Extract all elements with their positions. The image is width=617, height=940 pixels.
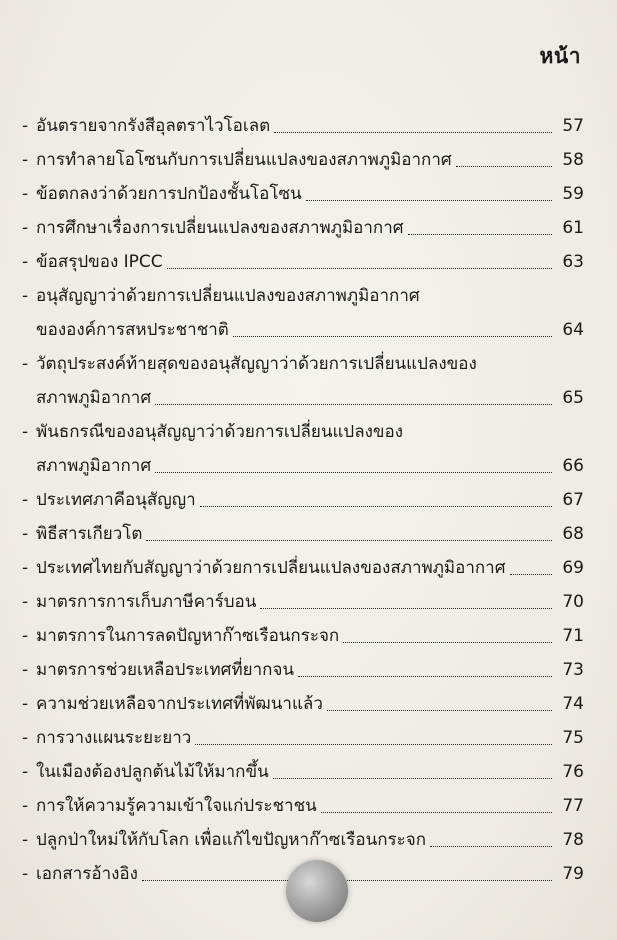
toc-entry-title: มาตรการช่วยเหลือประเทศที่ยากจน bbox=[36, 660, 295, 680]
toc-entry-title: ปลูกป่าใหม่ให้กับโลก เพื่อแก้ไขปัญหาก๊าซเรือนกระจก bbox=[36, 830, 427, 850]
toc-entry bbox=[22, 103, 584, 137]
toc-entry-title: การให้ความรู้ความเข้าใจแก่ประชาชน bbox=[36, 796, 317, 816]
bullet-dash: - bbox=[22, 286, 29, 306]
toc-page-number: 66 bbox=[562, 456, 584, 476]
toc-page-number: 75 bbox=[562, 728, 584, 748]
toc-entry bbox=[22, 783, 584, 817]
toc-entry-title: เอกสารอ้างอิง bbox=[36, 864, 138, 884]
dotted-leader bbox=[167, 267, 552, 269]
toc-entry-title: พิธีสารเกียวโต bbox=[36, 524, 143, 544]
bullet-dash: - bbox=[22, 830, 29, 850]
dotted-leader bbox=[306, 199, 552, 201]
toc-entry bbox=[22, 817, 584, 851]
toc-page-number: 58 bbox=[562, 150, 584, 170]
toc-page-number: 71 bbox=[562, 626, 584, 646]
toc-entry-title: สภาพภูมิอากาศ bbox=[36, 456, 152, 476]
toc-entry-title: ประเทศภาคีอนุสัญญา bbox=[36, 490, 196, 510]
dotted-leader bbox=[298, 675, 552, 677]
dotted-leader bbox=[233, 335, 552, 337]
toc-entry-title: ข้อสรุปของ IPCC bbox=[36, 252, 163, 272]
toc-entry bbox=[22, 239, 584, 273]
toc-entry-title: อันตรายจากรังสีอุลตราไวโอเลต bbox=[36, 116, 271, 136]
dotted-leader bbox=[510, 573, 553, 575]
toc-entry bbox=[22, 681, 584, 715]
dotted-leader bbox=[343, 641, 552, 643]
dotted-leader bbox=[430, 845, 552, 847]
dotted-leader bbox=[142, 879, 552, 881]
bullet-dash: - bbox=[22, 524, 29, 544]
toc-entry-title: ข้อตกลงว่าด้วยการปกป้องชั้นโอโซน bbox=[36, 184, 302, 204]
bullet-dash: - bbox=[22, 592, 29, 612]
dotted-leader bbox=[146, 539, 552, 541]
toc-entry-title: ในเมืองต้องปลูกต้นไม้ให้มากขึ้น bbox=[36, 762, 269, 782]
toc-page-number: 70 bbox=[562, 592, 584, 612]
dotted-leader bbox=[274, 131, 552, 133]
toc-page-number: 68 bbox=[562, 524, 584, 544]
toc-entry bbox=[22, 409, 584, 477]
toc-page-number: 76 bbox=[562, 762, 584, 782]
toc-page-number: 59 bbox=[562, 184, 584, 204]
toc-entry-title: วัตถุประสงค์ท้ายสุดของอนุสัญญาว่าด้วยการเปลี่ยนแปลงของ bbox=[36, 354, 477, 374]
bullet-dash: - bbox=[22, 558, 29, 578]
toc-entry bbox=[22, 613, 584, 647]
dotted-leader bbox=[155, 471, 552, 473]
toc-entry bbox=[22, 205, 584, 239]
dotted-leader bbox=[260, 607, 552, 609]
bullet-dash: - bbox=[22, 252, 29, 272]
page-column-header: หน้า bbox=[539, 44, 581, 68]
toc-entry bbox=[22, 477, 584, 511]
toc-entry-title: การศึกษาเรื่องการเปลี่ยนแปลงของสภาพภูมิอากาศ bbox=[36, 218, 404, 238]
toc-page-number: 64 bbox=[562, 320, 584, 340]
toc-entry bbox=[22, 749, 584, 783]
dotted-leader bbox=[273, 777, 552, 779]
dotted-leader bbox=[200, 505, 552, 507]
toc-entry-title: อนุสัญญาว่าด้วยการเปลี่ยนแปลงของสภาพภูมิอากาศ bbox=[36, 286, 420, 306]
toc-entry bbox=[22, 273, 584, 341]
toc-page-number: 69 bbox=[562, 558, 584, 578]
toc-entry-title: ขององค์การสหประชาชาติ bbox=[36, 320, 229, 340]
toc-page-number: 78 bbox=[562, 830, 584, 850]
toc-entry-title: สภาพภูมิอากาศ bbox=[36, 388, 152, 408]
toc-entry bbox=[22, 647, 584, 681]
bullet-dash: - bbox=[22, 150, 29, 170]
toc-entry-title: มาตรการในการลดปัญหาก๊าซเรือนกระจก bbox=[36, 626, 340, 646]
toc-page-number: 74 bbox=[562, 694, 584, 714]
bullet-dash: - bbox=[22, 354, 29, 374]
toc-entry bbox=[22, 715, 584, 749]
toc-entry bbox=[22, 511, 584, 545]
toc-entry-title: ประเทศไทยกับสัญญาว่าด้วยการเปลี่ยนแปลงของสภาพภูมิอากาศ bbox=[36, 558, 506, 578]
bullet-dash: - bbox=[22, 796, 29, 816]
bullet-dash: - bbox=[22, 762, 29, 782]
bullet-dash: - bbox=[22, 116, 29, 136]
bullet-dash: - bbox=[22, 490, 29, 510]
table-of-contents bbox=[22, 103, 584, 885]
toc-entry-title: การทำลายโอโซนกับการเปลี่ยนแปลงของสภาพภูมิอากาศ bbox=[36, 150, 452, 170]
bullet-dash: - bbox=[22, 218, 29, 238]
toc-entry bbox=[22, 137, 584, 171]
toc-page-number: 77 bbox=[562, 796, 584, 816]
dotted-leader bbox=[408, 233, 552, 235]
toc-entry-title: การวางแผนระยะยาว bbox=[36, 728, 192, 748]
toc-page-number: 61 bbox=[562, 218, 584, 238]
toc-page-number: 67 bbox=[562, 490, 584, 510]
toc-page-number: 65 bbox=[562, 388, 584, 408]
toc-page-number: 79 bbox=[562, 864, 584, 884]
dotted-leader bbox=[155, 403, 552, 405]
toc-page-number: 73 bbox=[562, 660, 584, 680]
toc-entry bbox=[22, 341, 584, 409]
dotted-leader bbox=[321, 811, 552, 813]
dotted-leader bbox=[327, 709, 552, 711]
toc-entry bbox=[22, 171, 584, 205]
toc-entry-title: พันธกรณีของอนุสัญญาว่าด้วยการเปลี่ยนแปลงของ bbox=[36, 422, 404, 442]
dotted-leader bbox=[195, 743, 552, 745]
bullet-dash: - bbox=[22, 184, 29, 204]
bullet-dash: - bbox=[22, 626, 29, 646]
toc-page-number: 57 bbox=[562, 116, 584, 136]
globe-icon bbox=[286, 860, 348, 922]
bullet-dash: - bbox=[22, 422, 29, 442]
toc-entry bbox=[22, 545, 584, 579]
toc-entry bbox=[22, 579, 584, 613]
toc-page-number: 63 bbox=[562, 252, 584, 272]
bullet-dash: - bbox=[22, 694, 29, 714]
toc-entry-title: มาตรการการเก็บภาษีคาร์บอน bbox=[36, 592, 257, 612]
bullet-dash: - bbox=[22, 864, 29, 884]
bullet-dash: - bbox=[22, 660, 29, 680]
bullet-dash: - bbox=[22, 728, 29, 748]
toc-entry-title: ความช่วยเหลือจากประเทศที่พัฒนาแล้ว bbox=[36, 694, 323, 714]
dotted-leader bbox=[456, 165, 552, 167]
